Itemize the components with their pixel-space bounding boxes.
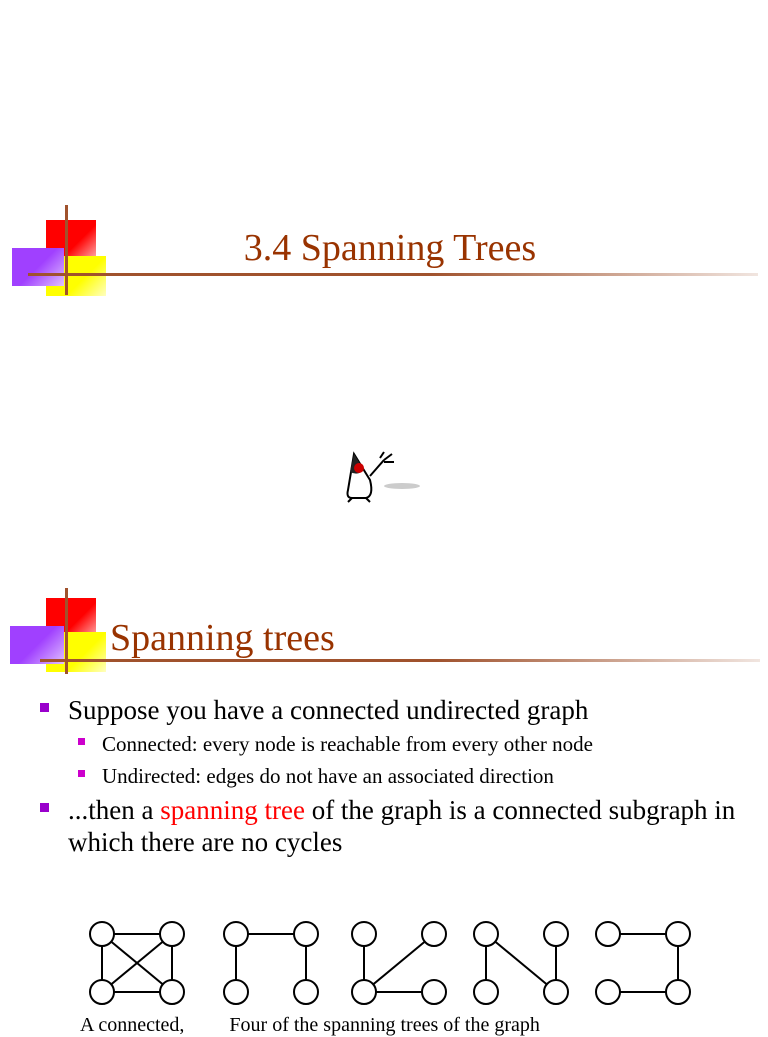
bullet-list bbox=[40, 694, 760, 862]
sub-bullet-item: Connected: every node is reachable from every other node bbox=[78, 730, 760, 758]
spanning-tree bbox=[474, 922, 568, 1004]
graph-caption bbox=[80, 1014, 540, 1037]
slide-title-text: 3.4 Spanning Trees bbox=[243, 227, 537, 269]
caption-right: Four of the spanning trees of the graph bbox=[229, 1014, 540, 1036]
spanning-tree bbox=[596, 922, 690, 1004]
duke-mascot-icon bbox=[340, 446, 430, 506]
spanning-tree bbox=[224, 922, 318, 1004]
caption-left: A connected, bbox=[80, 1014, 185, 1036]
bullet-item bbox=[40, 794, 760, 858]
graph-diagrams bbox=[80, 910, 700, 1010]
spanning-tree bbox=[352, 922, 446, 1004]
connected-graph bbox=[90, 922, 184, 1004]
bullet-text: of the graph is a connected subgraph in which there are no cycles bbox=[68, 795, 736, 857]
bullet-item: Suppose you have a connected undirected graph bbox=[40, 694, 760, 726]
slide-title-text: Spanning trees bbox=[110, 617, 335, 659]
bullet-text: ...then a bbox=[68, 795, 161, 825]
highlight-term: spanning tree bbox=[160, 795, 305, 825]
sub-bullet-item: Undirected: edges do not have an associated direction bbox=[78, 762, 760, 790]
